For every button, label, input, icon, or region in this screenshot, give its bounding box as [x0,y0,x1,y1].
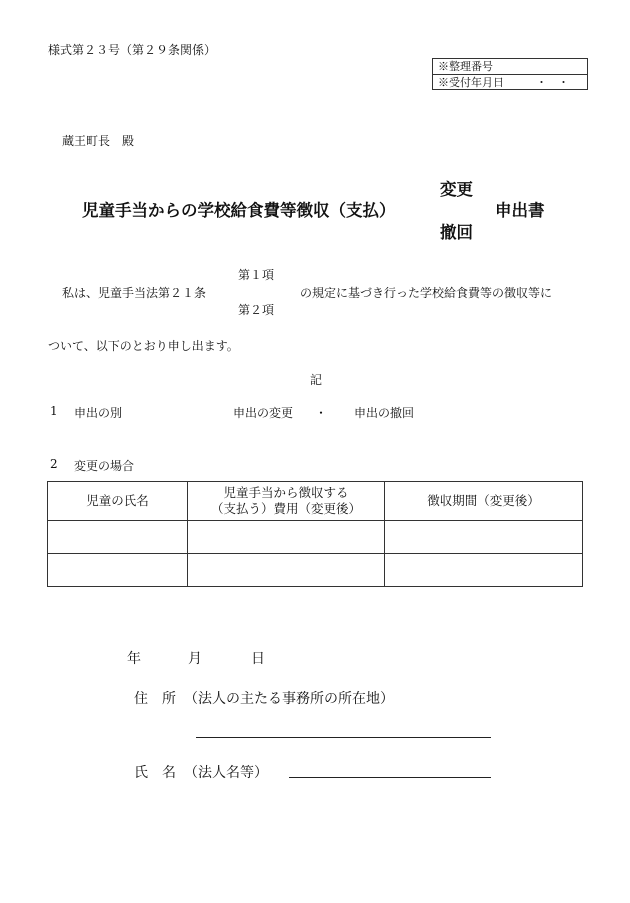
header-child-name: 児童の氏名 [48,482,188,521]
clause-2: 第２項 [238,303,275,317]
title-option-change: 変更 [440,180,473,199]
reference-number-label: ※整理番号 [438,60,493,73]
option-separator: ・ [315,406,328,420]
name-label: 氏 名 [134,765,176,781]
received-date-dots: ・ ・ [536,76,569,89]
intro-continuation: ついて、以下のとおり申し出ます。 [48,339,239,353]
item2-number: 2 [50,457,58,471]
cell-child-name[interactable] [48,521,188,554]
option-withdraw[interactable]: 申出の撤回 [354,406,415,420]
item1-number: 1 [50,404,58,418]
name-input-line[interactable] [289,777,491,778]
table-header-row [48,482,583,521]
addressee: 蔵王町長 殿 [62,134,135,148]
reference-number-row [433,59,587,74]
address-note: （法人の主たる事務所の所在地） [184,691,394,707]
header-fee-line1: 児童手当から徴収する [223,485,349,500]
admin-use-box [432,58,588,90]
date-month: 月 [188,651,202,667]
clause-1: 第１項 [238,268,275,282]
cell-child-name[interactable] [48,554,188,587]
cell-fee[interactable] [188,554,385,587]
change-table [47,481,583,587]
address-input-line[interactable] [196,737,491,738]
name-note: （法人名等） [184,765,268,781]
item1-label: 申出の別 [74,406,123,420]
ki-heading: 記 [310,373,323,387]
header-fee-line2: （支払う）費用（変更後） [210,501,361,516]
intro-suffix: の規定に基づき行った学校給食費等の徴収等に [300,286,553,300]
cell-fee[interactable] [188,521,385,554]
table-row [48,554,583,587]
item2-label: 変更の場合 [74,459,135,473]
date-year: 年 [127,651,141,667]
intro-prefix: 私は、児童手当法第２１条 [62,286,207,300]
form-number: 様式第２３号（第２９条関係） [48,43,217,57]
title-option-withdraw: 撤回 [440,223,473,242]
received-date-label: ※受付年月日 [438,76,504,89]
header-period: 徴収期間（変更後） [385,482,583,521]
document-title: 児童手当からの学校給食費等徴収（支払） [82,201,396,220]
cell-period[interactable] [385,521,583,554]
header-fee [188,482,385,521]
title-suffix: 申出書 [495,201,545,220]
table-row [48,521,583,554]
cell-period[interactable] [385,554,583,587]
address-label: 住 所 [134,691,176,707]
option-change[interactable]: 申出の変更 [233,406,294,420]
date-day: 日 [251,651,265,667]
received-date-row [433,74,587,90]
